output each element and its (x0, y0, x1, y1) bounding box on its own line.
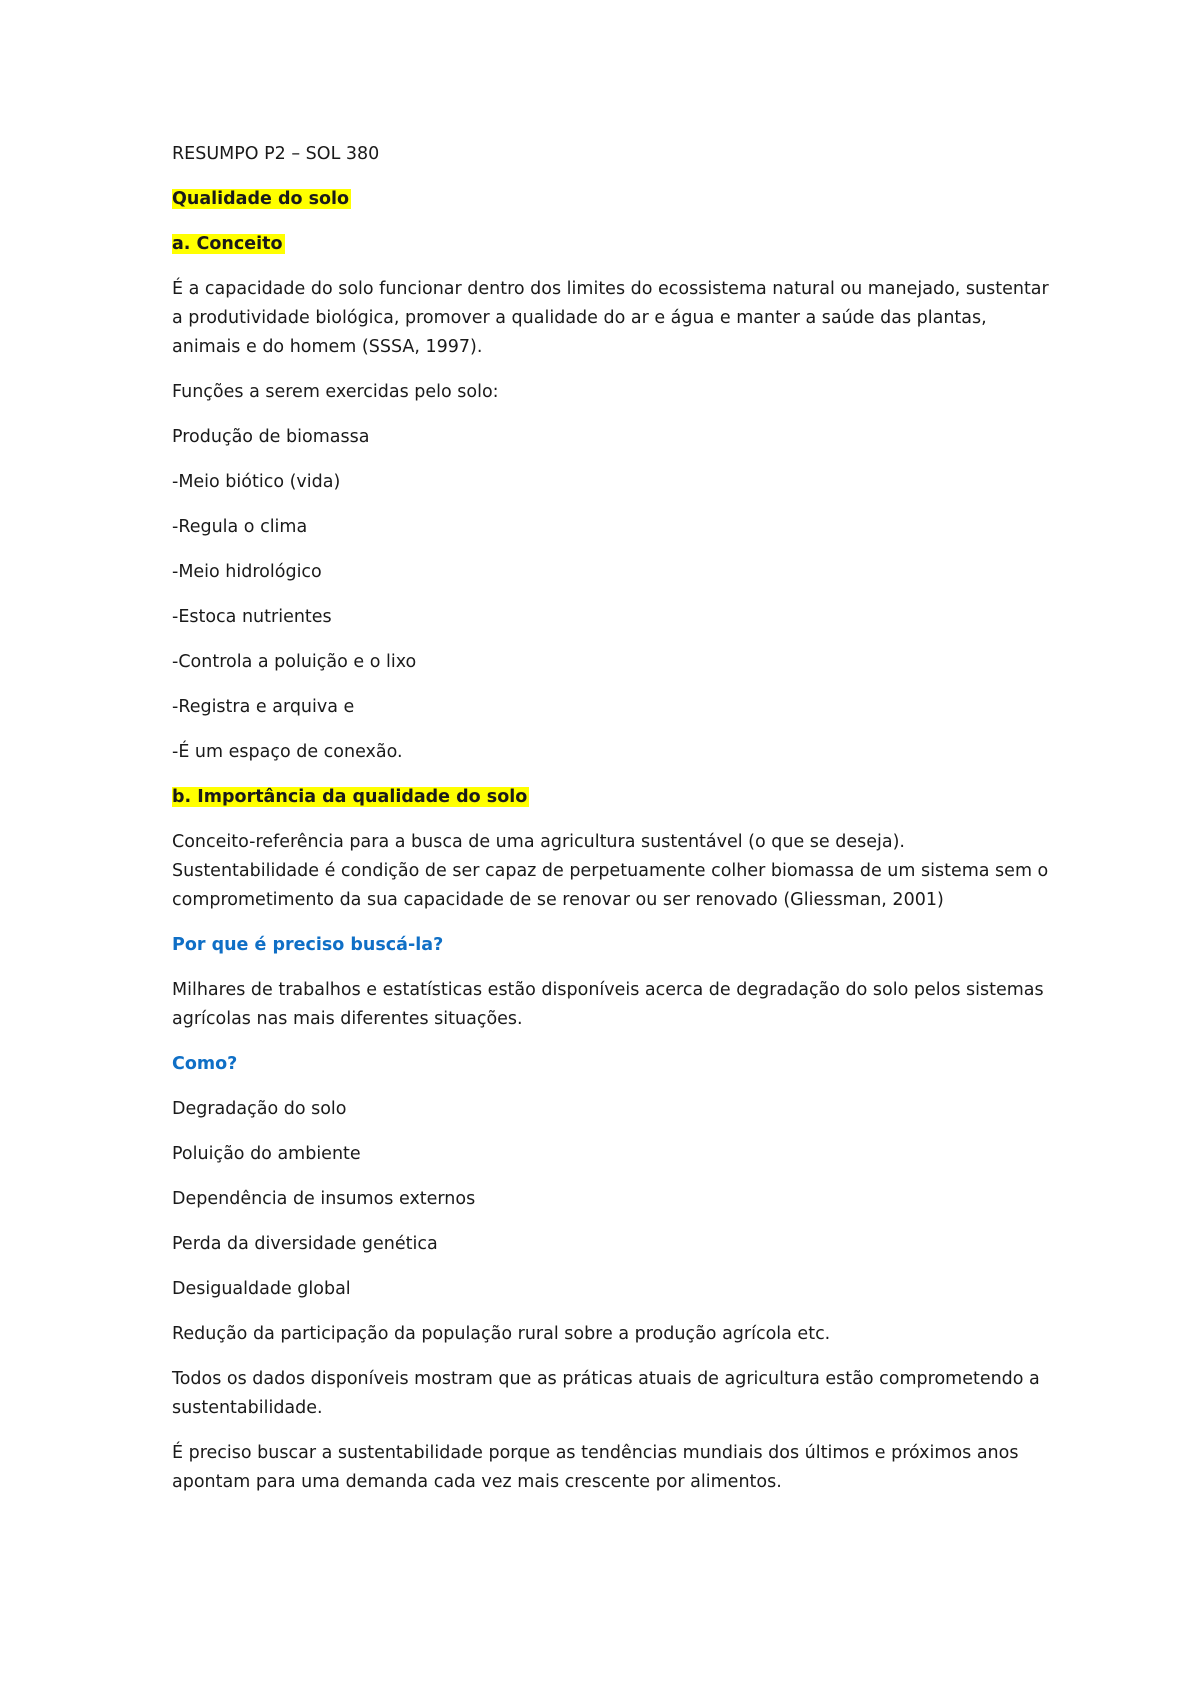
list-item: Desigualdade global (172, 1279, 351, 1299)
document-title: RESUMPO P2 – SOL 380 (172, 144, 380, 164)
list-item: Poluição do ambiente (172, 1144, 361, 1164)
subheading-concept (172, 230, 1052, 259)
list-item: Redução da participação da população rural sobre a produção agrícola etc. (172, 1324, 831, 1344)
section-heading-text: Qualidade do solo (172, 189, 350, 209)
why-paragraph: Milhares de trabalhos e estatísticas estão disponíveis acerca de degradação do solo pelos sistemas agrícolas nas mais diferentes situações. (172, 980, 1044, 1029)
subheading-importance (172, 783, 1052, 812)
closing-paragraph-2: É preciso buscar a sustentabilidade porque as tendências mundiais dos últimos e próximos anos apontam para uma demanda cada vez mais crescente por alimentos. (172, 1443, 1019, 1492)
subheading-concept-text: a. Conceito (172, 234, 283, 254)
list-item: -Controla a poluição e o lixo (172, 652, 417, 672)
list-item: -Regula o clima (172, 517, 308, 537)
list-item: Perda da diversidade genética (172, 1234, 438, 1254)
list-item: Dependência de insumos externos (172, 1189, 476, 1209)
concept-paragraph: É a capacidade do solo funcionar dentro dos limites do ecossistema natural ou manejado, sustentar a produtividade biológica, promover a qualidade do ar e água e manter a saúde das plantas, animais e do homem (SSSA, 1997). (172, 279, 1049, 357)
closing-paragraph-1: Todos os dados disponíveis mostram que as práticas atuais de agricultura estão comprometendo a sustentabilidade. (172, 1369, 1040, 1418)
list-item: -Meio hidrológico (172, 562, 322, 582)
section-heading (172, 185, 1052, 214)
importance-paragraph: Conceito-referência para a busca de uma agricultura sustentável (o que se deseja). Sustentabilidade é condição de ser capaz de perpetuamente colher biomassa de um sistema sem o comprometimento da sua capacidade de se renovar ou ser renovado (Gliessman, 2001) (172, 832, 1049, 910)
functions-intro: Funções a serem exercidas pelo solo: (172, 382, 499, 402)
subheading-importance-text: b. Importância da qualidade do solo (172, 787, 528, 807)
list-item: Degradação do solo (172, 1099, 347, 1119)
question-why: Por que é preciso buscá-la? (172, 935, 444, 955)
list-item: -Registra e arquiva e (172, 697, 355, 717)
list-item: -Estoca nutrientes (172, 607, 332, 627)
list-item: -É um espaço de conexão. (172, 742, 403, 762)
list-item: Produção de biomassa (172, 427, 370, 447)
list-item: -Meio biótico (vida) (172, 472, 341, 492)
document-page (172, 140, 1052, 1513)
question-how: Como? (172, 1054, 238, 1074)
